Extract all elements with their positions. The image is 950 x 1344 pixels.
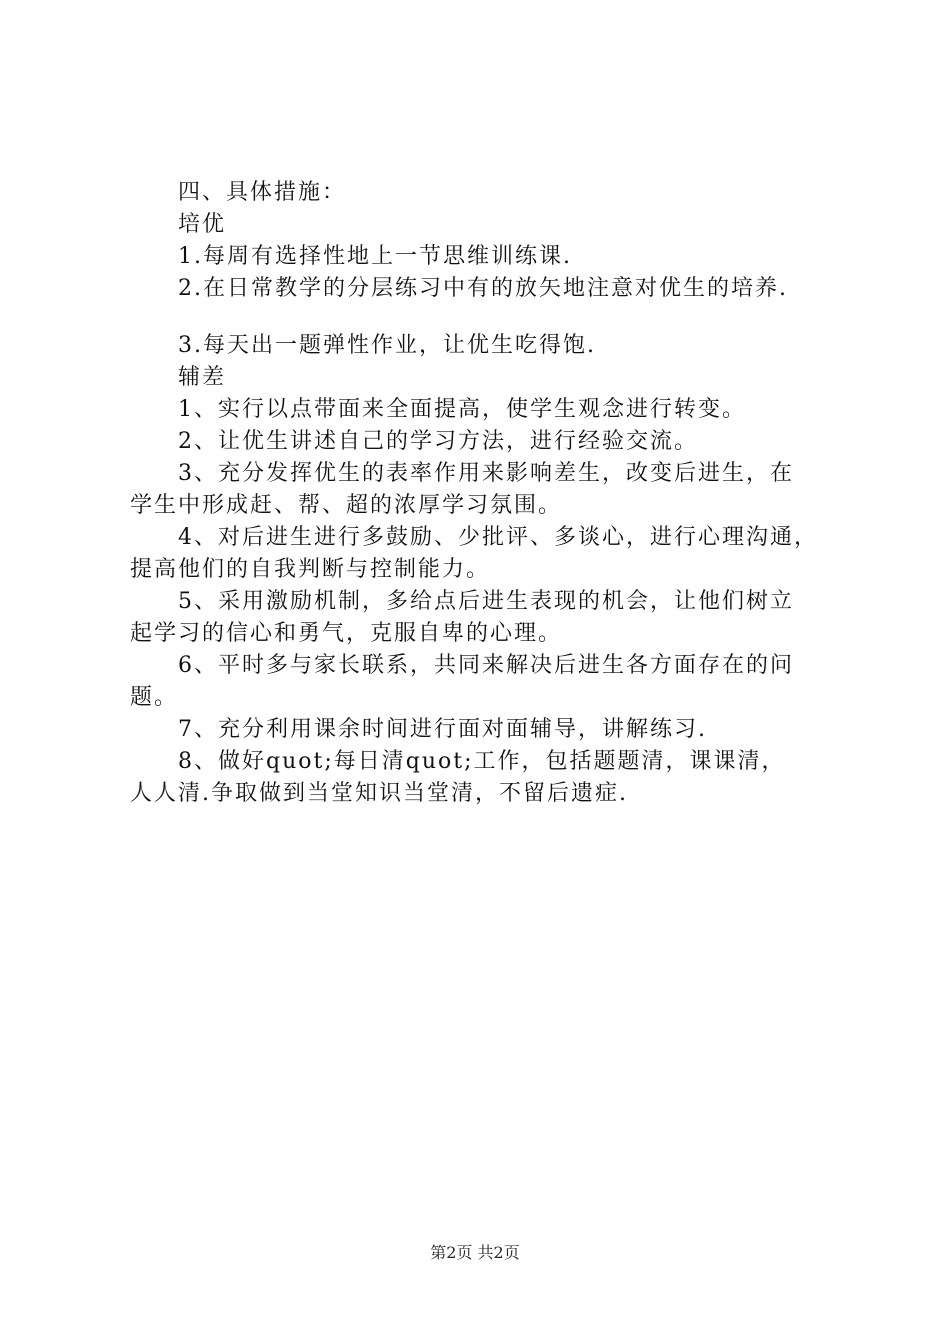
subheading-fucha: 辅差 bbox=[178, 365, 227, 390]
paragraph-line: 2、让优生讲述自己的学习方法，进行经验交流。 bbox=[178, 429, 698, 454]
paragraph-line: 2.在日常教学的分层练习中有的放矢地注意对优生的培养. bbox=[178, 276, 788, 301]
section-heading: 四、具体措施： bbox=[178, 180, 347, 205]
paragraph-line: 提高他们的自我判断与控制能力。 bbox=[130, 557, 491, 582]
subheading-peiyou: 培优 bbox=[178, 212, 227, 237]
paragraph-line: 学生中形成赶、帮、超的浓厚学习氛围。 bbox=[130, 493, 563, 518]
paragraph-line: 5、采用激励机制，多给点后进生表现的机会，让他们树立 bbox=[178, 589, 794, 614]
paragraph-line: 1、实行以点带面来全面提高，使学生观念进行转变。 bbox=[178, 397, 746, 422]
paragraph-line: 6、平时多与家长联系，共同来解决后进生各方面存在的问 bbox=[178, 653, 794, 678]
paragraph-line: 人人清.争取做到当堂知识当堂清，不留后遗症. bbox=[130, 781, 628, 806]
page-footer: 第2页 共2页 bbox=[430, 1243, 520, 1262]
paragraph-line: 7、充分利用课余时间进行面对面辅导，讲解练习. bbox=[178, 717, 707, 742]
paragraph-line: 4、对后进生进行多鼓励、少批评、多谈心，进行心理沟通， bbox=[178, 525, 818, 550]
paragraph-line: 3.每天出一题弹性作业，让优生吃得饱. bbox=[178, 333, 596, 358]
paragraph-line: 1.每周有选择性地上一节思维训练课. bbox=[178, 244, 572, 269]
paragraph-line: 8、做好quot;每日清quot;工作，包括题题清，课课清， bbox=[178, 749, 786, 774]
paragraph-line: 3、充分发挥优生的表率作用来影响差生，改变后进生，在 bbox=[178, 461, 794, 486]
paragraph-line: 题。 bbox=[130, 685, 179, 710]
paragraph-line: 起学习的信心和勇气，克服自卑的心理。 bbox=[130, 621, 563, 646]
